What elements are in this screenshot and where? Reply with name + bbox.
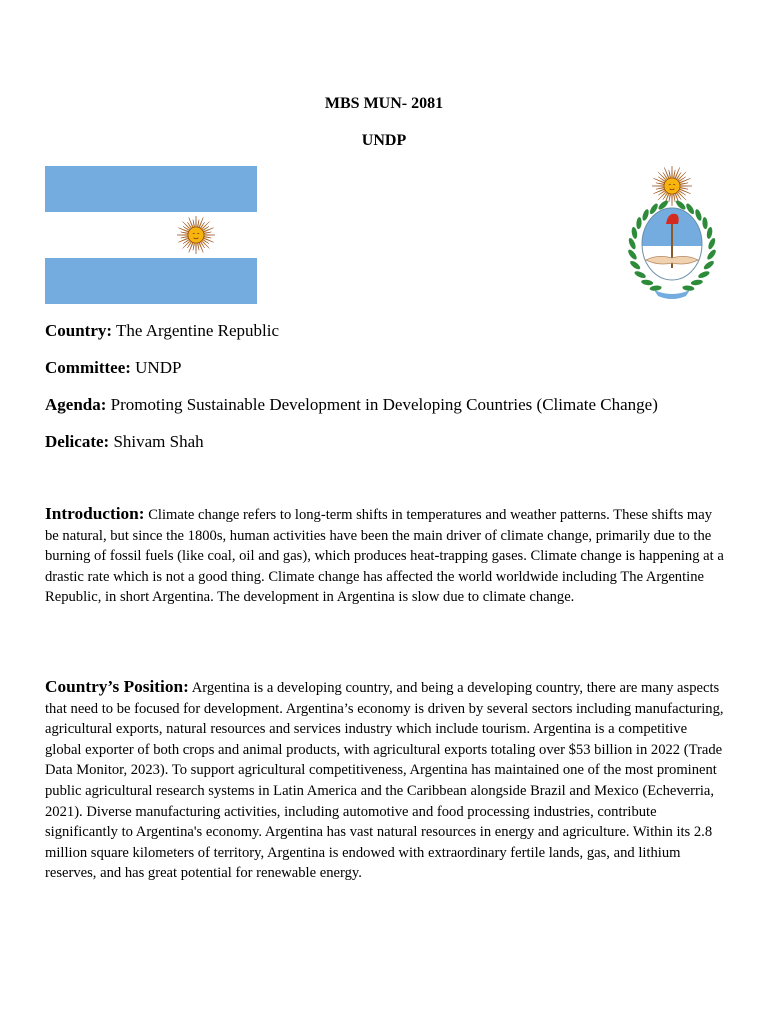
committee-title: UNDP xyxy=(361,132,407,149)
committee-label: Committee: xyxy=(45,358,131,377)
delegate-field xyxy=(45,432,204,452)
coat-sun-icon xyxy=(652,166,692,206)
agenda-label: Agenda: xyxy=(45,395,107,414)
delegate-value: Shivam Shah xyxy=(113,432,204,451)
flag-middle-stripe xyxy=(45,212,257,258)
country-label: Country: xyxy=(45,321,113,340)
introduction-heading: Introduction: xyxy=(45,504,145,523)
position-text: Argentina is a developing country, and being a developing country, there are many aspects that need to be focused for development. Argentina’s economy is driven by several sectors including manufacturing, agricultural exports, natural resources and services industry which include tourism. Argentina is a competitive global exporter of both crops and animal products, with agricultural exports totaling over $53 billion in 2022 (Trade Data Monitor, 2023). To support agricultural competitiveness, Argentina has maintained one of the most prominent public agricultural research systems in Latin America and the Caribbean alongside Brazil and Mexico (Echeverria, 2021). Diverse manufacturing activities, including automotive and food processing industries, contribute significantly to Argentina's economy. Argentina has vast natural resources in energy and agriculture. Within its 2.8 million square kilometers of territory, Argentina is endowed with extraordinary fertile lands, gas, and lithium reserves, and has great potential for renewable energy. xyxy=(45,680,724,882)
argentina-flag-image xyxy=(45,166,257,304)
introduction-paragraph xyxy=(45,504,725,608)
introduction-text: Climate change refers to long-term shifts in temperatures and weather patterns. These shifts may be natural, but since the 1800s, human activities have been the main driver of climate change, primarily due to the burning of fossil fuels (like coal, oil and gas), which produces heat-trapping gases. Climate change is happening at a drastic rate which is not a good thing. Climate change has affected the world worldwide including The Argentine Republic, in short Argentina. The development in Argentina is slow due to climate change. xyxy=(45,507,724,606)
committee-value: UNDP xyxy=(135,358,182,377)
position-paragraph xyxy=(45,677,725,884)
delegate-label: Delicate: xyxy=(45,432,110,451)
country-value: The Argentine Republic xyxy=(116,321,280,340)
flag-bottom-stripe xyxy=(45,258,257,304)
flag-top-stripe xyxy=(45,166,257,212)
event-title: MBS MUN- 2081 xyxy=(324,95,444,112)
sun-of-may-icon xyxy=(177,216,215,254)
argentina-coat-of-arms-image xyxy=(624,166,720,304)
position-heading: Country’s Position: xyxy=(45,677,189,696)
agenda-value: Promoting Sustainable Development in Developing Countries (Climate Change) xyxy=(110,395,658,414)
country-field xyxy=(45,321,279,341)
committee-field xyxy=(45,358,181,378)
agenda-field xyxy=(45,395,658,415)
